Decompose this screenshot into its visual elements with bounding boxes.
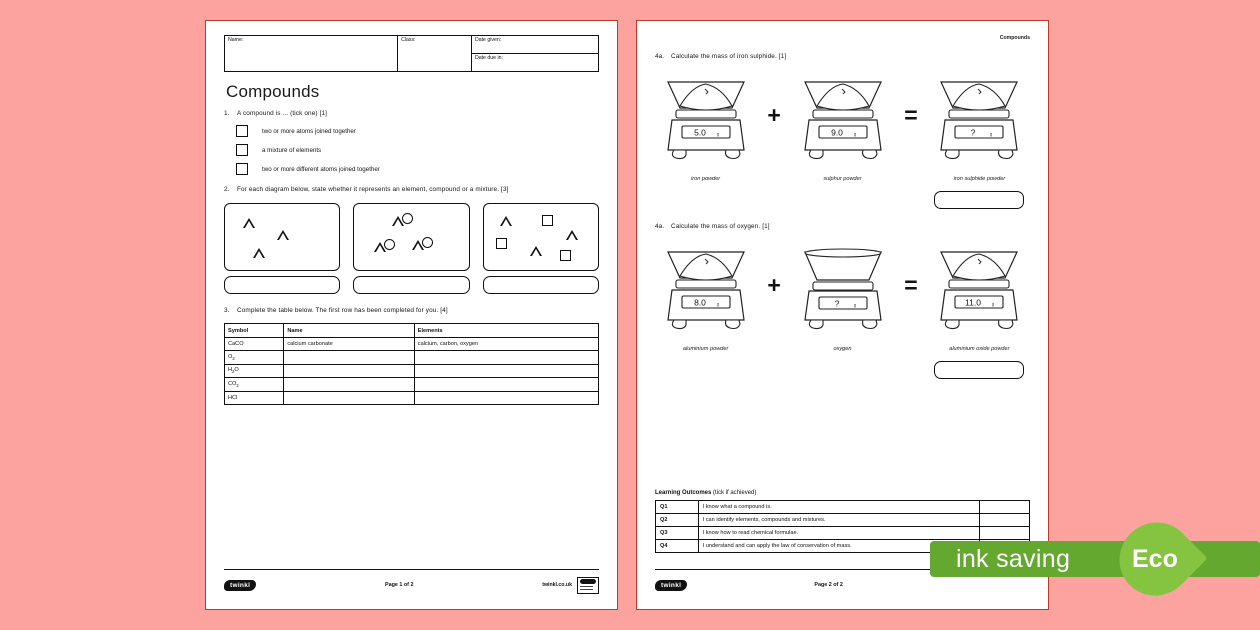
- website-url: twinkl.co.uk: [542, 582, 572, 588]
- diagram-group-element: [224, 203, 340, 294]
- operator-plus: +: [767, 271, 781, 298]
- question-1: [224, 110, 599, 118]
- square-icon: [560, 250, 571, 261]
- page-title: Compounds: [226, 82, 320, 101]
- cell-name[interactable]: [284, 391, 414, 405]
- scale-caption: oxygen: [833, 345, 852, 352]
- question-4b: [655, 223, 1030, 231]
- column-header-symbol: Symbol: [225, 324, 284, 338]
- checkbox-option-2[interactable]: [236, 144, 248, 156]
- column-header-name: Name: [284, 324, 414, 338]
- scale-reading: 5.0: [693, 127, 706, 137]
- outcome-text: I know how to read chemical formulae.: [698, 527, 979, 540]
- page-1-footer: [224, 569, 599, 595]
- scale-unit: g: [990, 131, 993, 136]
- scale-group-aluminium: [655, 238, 756, 352]
- option-1-label: two or more atoms joined together: [262, 127, 356, 135]
- scale-reading: 11.0: [965, 297, 982, 307]
- table-row: [656, 501, 1030, 514]
- question-2-number: 2.: [224, 186, 230, 194]
- mixture-diagram: [483, 203, 599, 271]
- scale-group-aluminium-oxide: [929, 238, 1030, 379]
- question-2-text: For each diagram below, state whether it represents an element, compound or a mixture. [3]: [237, 186, 509, 194]
- symbol-text: O: [228, 353, 233, 360]
- cell-symbol: [225, 378, 284, 392]
- table-row: [225, 364, 599, 378]
- footer-right: [542, 577, 599, 594]
- table-row: [225, 378, 599, 392]
- symbol-subscript: 2: [236, 383, 239, 389]
- scale-reading: 8.0: [693, 297, 706, 307]
- table-row: [225, 391, 599, 405]
- question-1-options: [236, 125, 599, 175]
- scale-group-iron-sulphide: [929, 68, 1030, 209]
- cell-elements[interactable]: [414, 391, 598, 405]
- scale-caption: sulphur powder: [823, 175, 862, 182]
- scale-reading: ?: [971, 127, 976, 137]
- symbol-subscript: 2: [232, 369, 235, 375]
- page-number: Page 2 of 2: [814, 582, 843, 588]
- table-row: [656, 514, 1030, 527]
- triangle-icon: [253, 248, 265, 258]
- cell-name[interactable]: [284, 378, 414, 392]
- outcome-id: Q4: [656, 540, 699, 553]
- answer-box-compound[interactable]: [353, 276, 469, 294]
- question-4b-text: Calculate the mass of oxygen. [1]: [671, 222, 770, 230]
- eco-badge-text: ink saving: [956, 544, 1071, 573]
- scale-caption: iron powder: [691, 175, 721, 182]
- outcome-tick-box[interactable]: [979, 514, 1029, 527]
- answer-box-element[interactable]: [224, 276, 340, 294]
- cell-elements[interactable]: [414, 351, 598, 365]
- scale-unit: g: [853, 302, 856, 307]
- question-4a: [655, 53, 1030, 61]
- scale-reading: 9.0: [830, 127, 843, 137]
- eco-badge-word: Eco: [1132, 544, 1178, 573]
- question-3: [224, 307, 599, 315]
- outcome-id: Q1: [656, 501, 699, 514]
- question-2: [224, 186, 599, 194]
- circle-icon: [402, 213, 413, 224]
- learning-outcomes-subtitle: (tick if achieved): [713, 490, 757, 496]
- symbol-text: H: [228, 367, 233, 374]
- question-1-number: 1.: [224, 110, 230, 118]
- outcome-id: Q2: [656, 514, 699, 527]
- cell-elements: calcium, carbon, oxygen: [414, 337, 598, 351]
- diagram-row: [224, 203, 599, 294]
- operator-equals: =: [904, 271, 918, 298]
- option-row[interactable]: [236, 144, 599, 156]
- worksheet-page-2: [636, 20, 1049, 610]
- scale-reading: ?: [834, 298, 839, 308]
- scale-unit: g: [992, 301, 995, 306]
- cell-symbol: [225, 364, 284, 378]
- scale-row-4b: [655, 238, 1030, 379]
- outcome-text: I understand and can apply the law of conservation of mass.: [698, 540, 979, 553]
- diagram-group-compound: [353, 203, 469, 294]
- scale-unit: g: [853, 131, 856, 136]
- question-4a-text: Calculate the mass of iron sulphide. [1]: [671, 52, 787, 60]
- date-due-field[interactable]: Date due in:: [471, 54, 598, 72]
- column-header-elements: Elements: [414, 324, 598, 338]
- question-1-text: A compound is ... (tick one) [1]: [237, 110, 328, 118]
- balance-scale-icon: [793, 68, 893, 168]
- symbol-subscript: 2: [232, 356, 235, 362]
- element-diagram: [224, 203, 340, 271]
- balance-scale-icon: [929, 68, 1029, 168]
- cell-name[interactable]: [284, 351, 414, 365]
- page-number: Page 1 of 2: [385, 582, 414, 588]
- balance-scale-icon: [929, 238, 1029, 338]
- question-3-text: Complete the table below. The first row has been completed for you. [4]: [237, 307, 448, 315]
- ink-saving-eco-badge: [930, 528, 1260, 590]
- diagram-group-mixture: [483, 203, 599, 294]
- balance-scale-icon: [656, 238, 756, 338]
- outcome-text: I can identify elements, compounds and mixtures.: [698, 514, 979, 527]
- balance-scale-icon: [793, 238, 893, 338]
- outcome-tick-box[interactable]: [979, 501, 1029, 514]
- option-row[interactable]: [236, 163, 599, 175]
- option-2-label: a mixture of elements: [262, 146, 322, 154]
- twinkl-logo: twinkl: [655, 580, 687, 591]
- name-field[interactable]: Name:: [225, 36, 398, 72]
- triangle-icon: [530, 246, 542, 256]
- scale-group-oxygen: [792, 238, 893, 352]
- symbol-tail: O: [234, 367, 239, 374]
- cell-symbol: CaCO: [225, 337, 284, 351]
- square-icon: [542, 215, 553, 226]
- class-field[interactable]: Class:: [398, 36, 472, 72]
- cell-symbol: HCl: [225, 391, 284, 405]
- answer-box-4a[interactable]: [934, 191, 1024, 209]
- outcome-id: Q3: [656, 527, 699, 540]
- table-header-row: [225, 324, 599, 338]
- learning-outcomes-title: Learning Outcomes: [655, 490, 712, 496]
- question-4a-number: 4a.: [655, 52, 665, 60]
- scale-group-sulphur: [792, 68, 893, 182]
- circle-icon: [384, 239, 395, 250]
- table-row: [225, 351, 599, 365]
- scale-caption: aluminium powder: [682, 345, 729, 352]
- square-icon: [496, 238, 507, 249]
- answer-box-4b[interactable]: [934, 361, 1024, 379]
- triangle-icon: [277, 230, 289, 240]
- triangle-icon: [566, 230, 578, 240]
- checkbox-option-3[interactable]: [236, 163, 248, 175]
- student-info-table: [224, 35, 599, 72]
- cell-elements[interactable]: [414, 378, 598, 392]
- triangle-icon: [500, 216, 512, 226]
- checkbox-option-1[interactable]: [236, 125, 248, 137]
- footer-divider: [224, 569, 599, 570]
- twinkl-logo: twinkl: [224, 580, 256, 591]
- operator-equals: =: [904, 101, 918, 128]
- scale-group-iron: [655, 68, 756, 182]
- circle-icon: [422, 237, 433, 248]
- option-row[interactable]: [236, 125, 599, 137]
- outcome-text: I know what a compound is.: [698, 501, 979, 514]
- scale-unit: g: [716, 301, 719, 306]
- balance-scale-icon: [656, 68, 756, 168]
- table-row: [225, 337, 599, 351]
- worksheet-page-1: [205, 20, 618, 610]
- scale-unit: g: [716, 131, 719, 136]
- operator-plus: +: [767, 101, 781, 128]
- quality-stamp-icon: [577, 577, 599, 594]
- cell-symbol: [225, 351, 284, 365]
- symbol-text: CO: [228, 380, 237, 387]
- answer-box-mixture[interactable]: [483, 276, 599, 294]
- date-given-field[interactable]: Date given:: [471, 36, 598, 54]
- cell-name[interactable]: [284, 364, 414, 378]
- scale-caption: iron sulphide powder: [953, 175, 1006, 182]
- cell-name: calcium carbonate: [284, 337, 414, 351]
- compound-diagram: [353, 203, 469, 271]
- scale-caption: aluminium oxide powder: [949, 345, 1010, 352]
- scale-row-4a: [655, 68, 1030, 209]
- question-4b-number: 4a.: [655, 222, 665, 230]
- learning-outcomes-heading: [655, 490, 1030, 496]
- formula-table: [224, 323, 599, 405]
- page-header-label: Compounds: [999, 35, 1030, 41]
- option-3-label: two or more different atoms joined together: [262, 165, 380, 173]
- question-3-number: 3.: [224, 307, 230, 315]
- triangle-icon: [243, 218, 255, 228]
- cell-elements[interactable]: [414, 364, 598, 378]
